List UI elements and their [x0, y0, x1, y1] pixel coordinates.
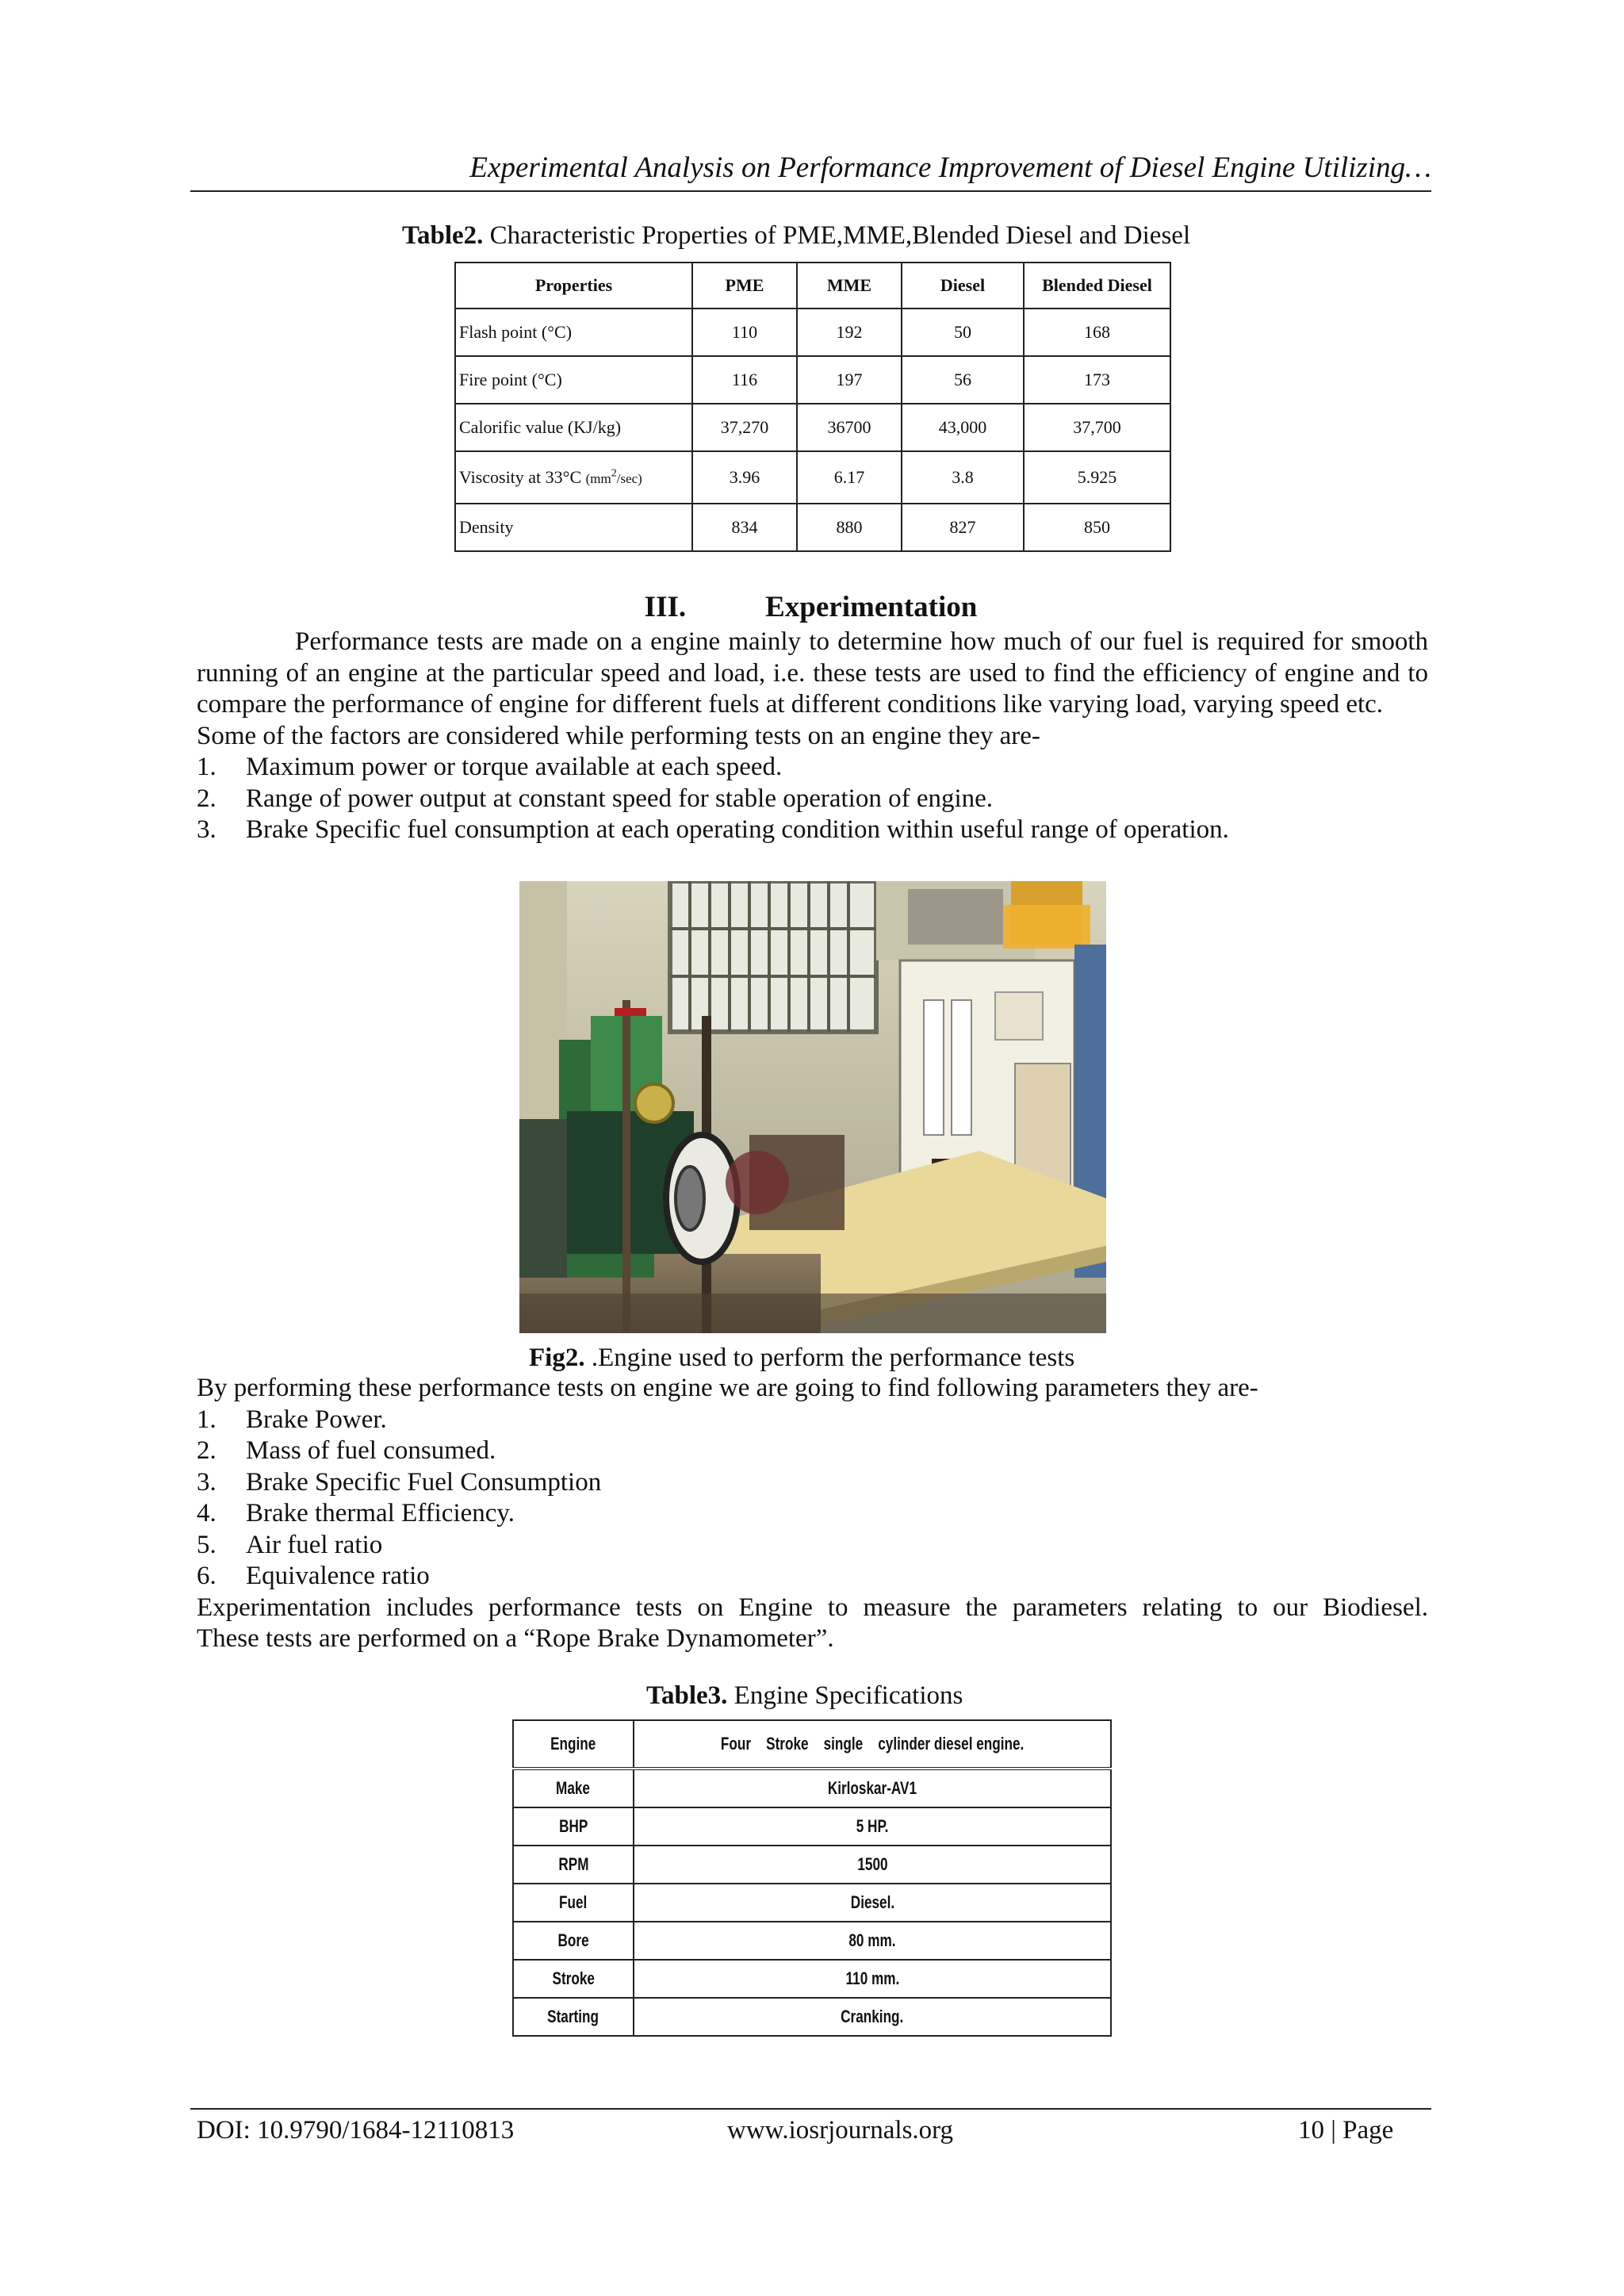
table2-cell: 5.925 — [1024, 451, 1170, 504]
table3-key-text: BHP — [558, 1816, 588, 1836]
list-text: Air fuel ratio — [246, 1530, 383, 1559]
figure2-caption — [529, 1342, 1074, 1374]
table2-cell: 168 — [1024, 309, 1170, 356]
table2-header-row — [455, 263, 1170, 309]
table3-key — [513, 1769, 634, 1807]
table2-cell: 173 — [1024, 356, 1170, 404]
table3-key — [513, 1998, 634, 2036]
table3-value-text: 110 mm. — [845, 1968, 899, 1988]
list-number: 5. — [197, 1530, 216, 1559]
list-number: 4. — [197, 1499, 216, 1527]
body-block-2 — [197, 1373, 1428, 1655]
body-block-1 — [197, 627, 1428, 846]
table2-cell: 43,000 — [902, 404, 1024, 451]
table3-value-text: Kirloskar-AV1 — [827, 1778, 917, 1798]
table-row — [513, 1769, 1111, 1807]
table2-caption-label: Table2. — [402, 221, 484, 250]
viscosity-unit-sup: 2 — [611, 467, 617, 480]
table2-cell: 834 — [692, 504, 797, 551]
table2-col-header: Blended Diesel — [1024, 263, 1170, 309]
table-row — [513, 1807, 1111, 1846]
table2-cell: Flash point (°C) — [455, 309, 692, 356]
table3-key — [513, 1807, 634, 1846]
table2-cell: 3.8 — [902, 451, 1024, 504]
viscosity-label: Viscosity at 33°C — [459, 467, 582, 487]
table3-value-text: 5 HP. — [856, 1816, 889, 1836]
table-row — [455, 504, 1170, 551]
table2-cell: 36700 — [797, 404, 902, 451]
list-item — [197, 1405, 1428, 1436]
params-intro: By performing these performance tests on engine we are going to find following parameters they are- — [197, 1374, 1258, 1402]
table2-cell: 116 — [692, 356, 797, 404]
table2-cell: 110 — [692, 309, 797, 356]
list-item — [197, 1561, 1428, 1593]
table2-caption-text: Characteristic Properties of PME,MME,Blended Diesel and Diesel — [483, 221, 1191, 250]
section-heading — [190, 590, 1431, 625]
list-item — [197, 752, 1428, 784]
table3-caption-label: Table3. — [646, 1681, 728, 1710]
figure2-caption-label: Fig2. — [529, 1343, 585, 1372]
table3-value — [634, 1922, 1111, 1960]
table2-cell: 850 — [1024, 504, 1170, 551]
table3-value-text: 80 mm. — [848, 1930, 896, 1950]
table-row — [513, 1884, 1111, 1922]
table2-cell: 50 — [902, 309, 1024, 356]
table3-key-text: RPM — [557, 1854, 589, 1874]
table2-cell-viscosity — [455, 451, 692, 504]
table3-value — [634, 1884, 1111, 1922]
table-row — [455, 356, 1170, 404]
list-number: 2. — [197, 784, 216, 813]
paragraph-intro: Performance tests are made on a engine mainly to determine how much of our fuel is required for smooth running of an engine at the particular speed and load, i.e. these tests are used to find the efficiency of engine and to compare the performance of engine for different fuels at different conditions like varying load, varying speed etc. — [197, 627, 1428, 719]
list-item — [197, 1498, 1428, 1530]
list-text: Mass of fuel consumed. — [246, 1436, 496, 1465]
table3-value — [634, 1769, 1111, 1807]
experimentation-line-1: Experimentation includes performance tests on Engine to measure the parameters relating to our Biodiesel. — [197, 1593, 1428, 1622]
table3-key — [513, 1960, 634, 1998]
table3-key-text: Stroke — [552, 1968, 595, 1988]
table3-specifications — [512, 1719, 1112, 2037]
list-text: Range of power output at constant speed for stable operation of engine. — [246, 784, 994, 813]
list-text: Maximum power or torque available at each speed. — [246, 753, 783, 781]
table3-value — [634, 1998, 1111, 2036]
table3-value-text: Four Stroke single cylinder diesel engine. — [720, 1734, 1025, 1754]
running-header: Experimental Analysis on Performance Improvement of Diesel Engine Utilizing… — [469, 151, 1431, 184]
factors-list — [197, 752, 1428, 846]
table3-key — [513, 1922, 634, 1960]
table3-key — [513, 1846, 634, 1884]
list-item — [197, 784, 1428, 815]
table3-value-text: Diesel. — [850, 1892, 894, 1912]
figure2-caption-text: .Engine used to perform the performance tests — [584, 1343, 1075, 1372]
list-number: 6. — [197, 1562, 216, 1590]
engine-photo — [519, 881, 1106, 1333]
table2-cell: 197 — [797, 356, 902, 404]
header-rule — [190, 190, 1431, 192]
table-row — [513, 1846, 1111, 1884]
list-number: 3. — [197, 815, 216, 844]
section-title: Experimentation — [765, 591, 978, 623]
section-number: III. — [644, 591, 687, 623]
list-item — [197, 1435, 1428, 1467]
table2-cell: 6.17 — [797, 451, 902, 504]
list-item — [197, 1467, 1428, 1499]
table2-cell: 56 — [902, 356, 1024, 404]
table2-cell: 827 — [902, 504, 1024, 551]
table3-value — [634, 1807, 1111, 1846]
table2-cell: Calorific value (KJ/kg) — [455, 404, 692, 451]
table3-key-text: Bore — [557, 1930, 589, 1950]
table-row — [513, 1720, 1111, 1769]
list-text: Brake thermal Efficiency. — [246, 1499, 515, 1527]
table3-key-text: Engine — [550, 1734, 596, 1754]
table-row — [513, 1960, 1111, 1998]
table2-cell: 192 — [797, 309, 902, 356]
table2-cell: Fire point (°C) — [455, 356, 692, 404]
params-list — [197, 1405, 1428, 1593]
table-row — [455, 404, 1170, 451]
list-text: Brake Specific Fuel Consumption — [246, 1467, 602, 1497]
table2-col-header: Diesel — [902, 263, 1024, 309]
viscosity-unit-pre: (mm — [585, 471, 611, 486]
table3-key — [513, 1884, 634, 1922]
table3-caption-text: Engine Specifications — [727, 1681, 963, 1710]
table3-key — [513, 1720, 634, 1769]
list-item — [197, 1530, 1428, 1562]
table2-cell: 37,700 — [1024, 404, 1170, 451]
table3-value-text: Cranking. — [841, 2007, 904, 2026]
list-number: 1. — [197, 753, 216, 781]
table2-caption — [402, 220, 1190, 251]
table2-col-header: PME — [692, 263, 797, 309]
table2-col-header: Properties — [455, 263, 692, 309]
list-number: 3. — [197, 1467, 216, 1497]
table2-cell: 880 — [797, 504, 902, 551]
list-text: Brake Power. — [246, 1405, 387, 1434]
footer-doi: DOI: 10.9790/1684-12110813 — [197, 2116, 515, 2145]
list-item — [197, 815, 1428, 846]
table-row — [455, 309, 1170, 356]
experimentation-line-2: These tests are performed on a “Rope Brake Dynamometer”. — [197, 1624, 834, 1653]
table2-col-header: MME — [797, 263, 902, 309]
factors-intro: Some of the factors are considered while performing tests on an engine they are- — [197, 721, 1040, 750]
table3-value — [634, 1720, 1111, 1769]
footer-website: www.iosrjournals.org — [727, 2116, 954, 2145]
table-row — [513, 1998, 1111, 2036]
table3-value-text: 1500 — [856, 1854, 888, 1874]
table3-key-text: Starting — [547, 2007, 599, 2026]
list-number: 1. — [197, 1405, 216, 1434]
table2-properties — [454, 262, 1171, 552]
footer-page-number: 10 | Page — [1298, 2116, 1394, 2145]
viscosity-unit-post: /sec) — [616, 471, 642, 486]
table3-value — [634, 1960, 1111, 1998]
table3-key-text: Fuel — [559, 1892, 588, 1912]
table-row — [513, 1922, 1111, 1960]
table2-cell: 37,270 — [692, 404, 797, 451]
table2-cell: Density — [455, 504, 692, 551]
table3-key-text: Make — [556, 1778, 591, 1798]
footer-rule — [190, 2108, 1431, 2110]
table2-cell: 3.96 — [692, 451, 797, 504]
table3-caption — [646, 1680, 963, 1711]
list-text: Equivalence ratio — [246, 1562, 430, 1590]
table3-value — [634, 1846, 1111, 1884]
table-row — [455, 451, 1170, 504]
list-number: 2. — [197, 1436, 216, 1465]
list-text: Brake Specific fuel consumption at each operating condition within useful range of operation. — [246, 815, 1229, 844]
